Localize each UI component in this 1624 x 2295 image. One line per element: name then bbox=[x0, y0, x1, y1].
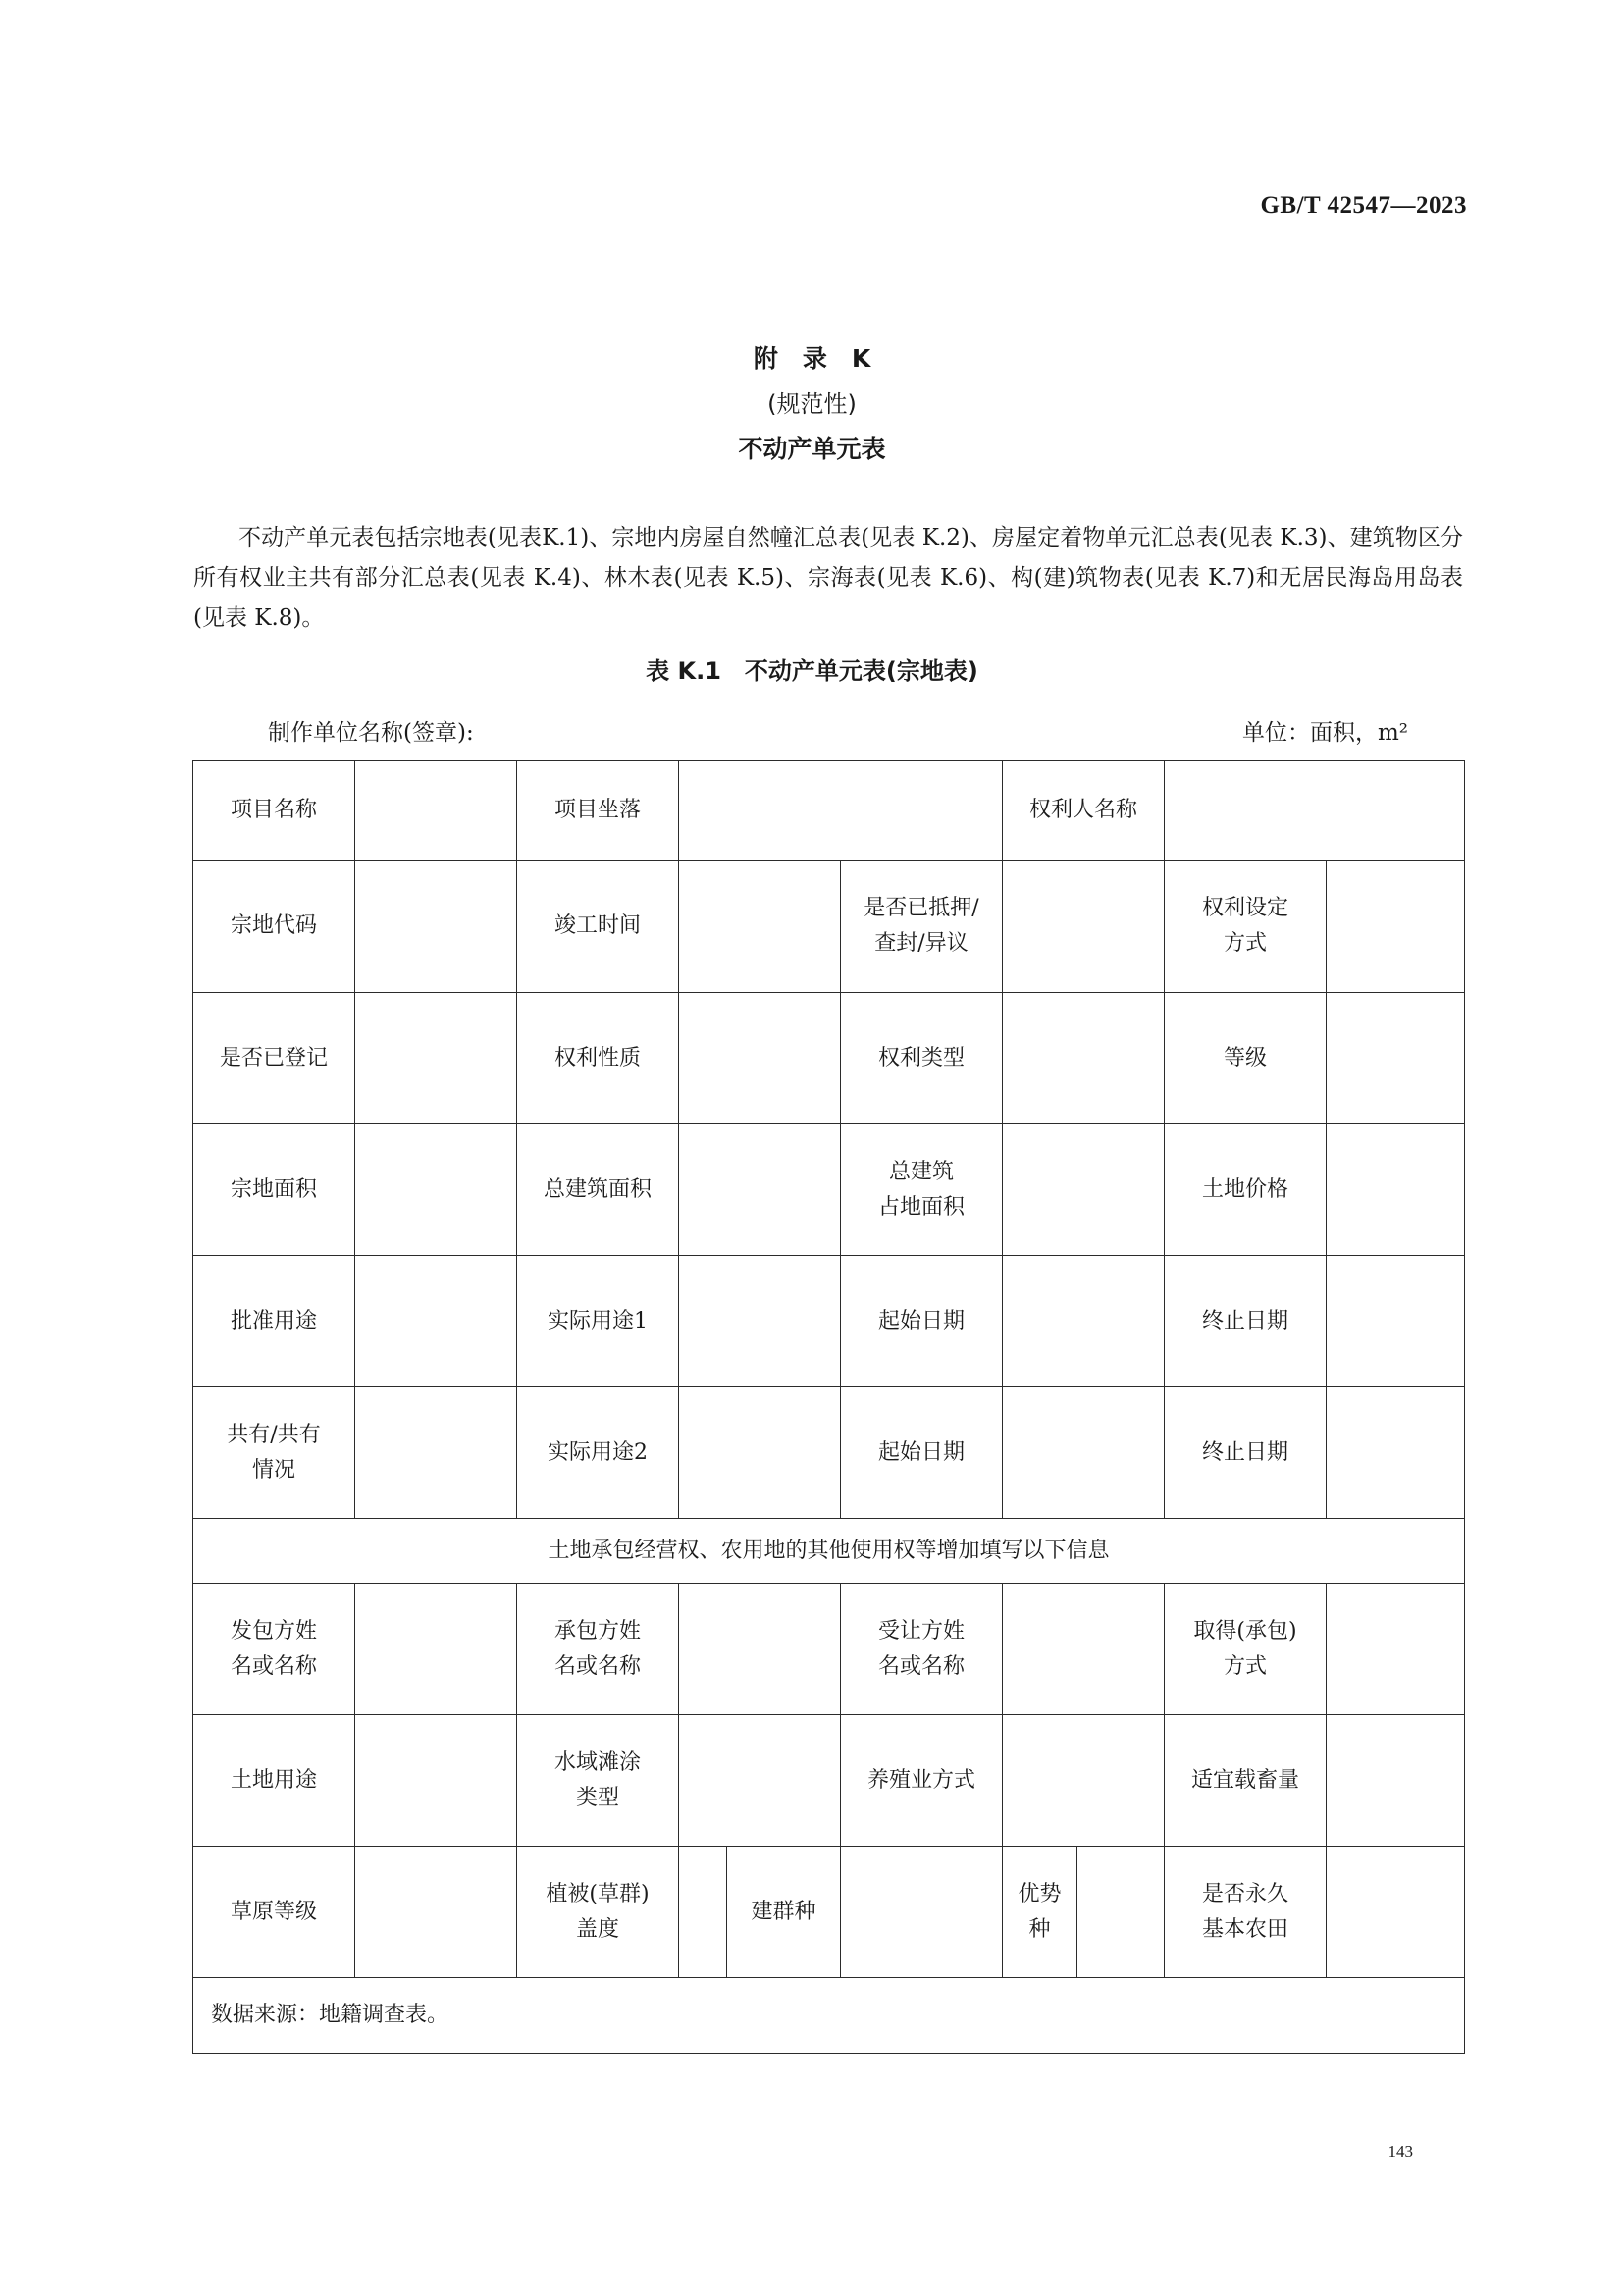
label-cell: 发包方姓 名或名称 bbox=[193, 1584, 355, 1715]
table-row bbox=[193, 1978, 1465, 2054]
parcel-table bbox=[192, 760, 1465, 2054]
label-cell: 是否已登记 bbox=[193, 993, 355, 1124]
table-row bbox=[193, 993, 1465, 1124]
label-cell: 终止日期 bbox=[1165, 1387, 1327, 1519]
producer-label: 制作单位名称(签章): bbox=[268, 720, 474, 746]
value-cell bbox=[1327, 861, 1465, 993]
label-cell: 实际用途2 bbox=[517, 1387, 679, 1519]
value-cell bbox=[355, 993, 517, 1124]
value-cell bbox=[1003, 1584, 1165, 1715]
value-cell bbox=[679, 1847, 727, 1978]
label-cell: 受让方姓 名或名称 bbox=[841, 1584, 1003, 1715]
label-cell: 取得(承包) 方式 bbox=[1165, 1584, 1327, 1715]
label-cell: 水域滩涂 类型 bbox=[517, 1715, 679, 1847]
value-cell bbox=[679, 993, 841, 1124]
appendix-title: 附 录 K bbox=[753, 344, 871, 373]
intro-paragraph: 不动产单元表包括宗地表(见表K.1)、宗地内房屋自然幢汇总表(见表 K.2)、房屋定着物单元汇总表(见表 K.3)、建筑物区分所有权业主共有部分汇总表(见表 K.4)、林木表(见表 K.5)、宗海表(见表 K.6)、构(建)筑物表(见表 K.7)和无居民海岛用岛表(见表 K.8)。 bbox=[193, 525, 1463, 631]
data-source-note: 数据来源：地籍调查表。 bbox=[193, 1978, 1465, 2054]
label-cell: 土地用途 bbox=[193, 1715, 355, 1847]
value-cell bbox=[1165, 761, 1465, 861]
label-cell: 宗地面积 bbox=[193, 1124, 355, 1256]
value-cell bbox=[1003, 1124, 1165, 1256]
table-row bbox=[193, 1256, 1465, 1387]
table-row bbox=[193, 1124, 1465, 1256]
value-cell bbox=[1327, 1256, 1465, 1387]
label-cell: 等级 bbox=[1165, 993, 1327, 1124]
value-cell bbox=[1077, 1847, 1165, 1978]
table-row bbox=[193, 1847, 1465, 1978]
appendix-nature: (规范性) bbox=[767, 391, 857, 418]
table-row bbox=[193, 761, 1465, 861]
label-cell: 实际用途1 bbox=[517, 1256, 679, 1387]
value-cell bbox=[679, 861, 841, 993]
table-row bbox=[193, 1584, 1465, 1715]
value-cell bbox=[1327, 1715, 1465, 1847]
value-cell bbox=[1327, 1847, 1465, 1978]
table-caption: 表 K.1 不动产单元表(宗地表) bbox=[646, 657, 978, 685]
label-cell: 优势 种 bbox=[1003, 1847, 1077, 1978]
appendix-heading: 不动产单元表 bbox=[738, 435, 886, 463]
table-row bbox=[193, 1387, 1465, 1519]
value-cell bbox=[1003, 1387, 1165, 1519]
value-cell bbox=[355, 861, 517, 993]
value-cell bbox=[355, 1715, 517, 1847]
label-cell: 权利人名称 bbox=[1003, 761, 1165, 861]
value-cell bbox=[679, 1584, 841, 1715]
value-cell bbox=[1003, 1256, 1165, 1387]
label-cell: 适宜载畜量 bbox=[1165, 1715, 1327, 1847]
label-cell: 权利性质 bbox=[517, 993, 679, 1124]
unit-label: 单位：面积，m² bbox=[1241, 720, 1408, 746]
value-cell bbox=[679, 1256, 841, 1387]
value-cell bbox=[355, 1124, 517, 1256]
value-cell bbox=[355, 1847, 517, 1978]
section-span-cell: 土地承包经营权、农用地的其他使用权等增加填写以下信息 bbox=[193, 1519, 1465, 1584]
label-cell: 总建筑面积 bbox=[517, 1124, 679, 1256]
value-cell bbox=[355, 1584, 517, 1715]
table-row bbox=[193, 1519, 1465, 1584]
label-cell: 总建筑 占地面积 bbox=[841, 1124, 1003, 1256]
value-cell bbox=[679, 1715, 841, 1847]
label-cell: 权利类型 bbox=[841, 993, 1003, 1124]
label-cell: 承包方姓 名或名称 bbox=[517, 1584, 679, 1715]
label-cell: 终止日期 bbox=[1165, 1256, 1327, 1387]
label-cell: 权利设定 方式 bbox=[1165, 861, 1327, 993]
value-cell bbox=[1003, 993, 1165, 1124]
table-row bbox=[193, 1715, 1465, 1847]
value-cell bbox=[1003, 1715, 1165, 1847]
value-cell bbox=[1327, 993, 1465, 1124]
label-cell: 批准用途 bbox=[193, 1256, 355, 1387]
label-cell: 竣工时间 bbox=[517, 861, 679, 993]
label-cell: 是否永久 基本农田 bbox=[1165, 1847, 1327, 1978]
value-cell bbox=[1327, 1584, 1465, 1715]
label-cell: 项目坐落 bbox=[517, 761, 679, 861]
label-cell: 植被(草群) 盖度 bbox=[517, 1847, 679, 1978]
value-cell bbox=[1327, 1124, 1465, 1256]
value-cell bbox=[679, 1387, 841, 1519]
label-cell: 起始日期 bbox=[841, 1256, 1003, 1387]
value-cell bbox=[679, 761, 1003, 861]
label-cell: 共有/共有 情况 bbox=[193, 1387, 355, 1519]
label-cell: 建群种 bbox=[727, 1847, 841, 1978]
label-cell: 项目名称 bbox=[193, 761, 355, 861]
label-cell: 是否已抵押/ 查封/异议 bbox=[841, 861, 1003, 993]
value-cell bbox=[1327, 1387, 1465, 1519]
value-cell bbox=[1003, 861, 1165, 993]
value-cell bbox=[355, 1387, 517, 1519]
value-cell bbox=[841, 1847, 1003, 1978]
page-number: 143 bbox=[1388, 2142, 1413, 2161]
value-cell bbox=[679, 1124, 841, 1256]
label-cell: 草原等级 bbox=[193, 1847, 355, 1978]
label-cell: 养殖业方式 bbox=[841, 1715, 1003, 1847]
standard-code: GB/T 42547—2023 bbox=[1260, 192, 1467, 219]
label-cell: 土地价格 bbox=[1165, 1124, 1327, 1256]
table-row bbox=[193, 861, 1465, 993]
value-cell bbox=[355, 761, 517, 861]
value-cell bbox=[355, 1256, 517, 1387]
label-cell: 宗地代码 bbox=[193, 861, 355, 993]
label-cell: 起始日期 bbox=[841, 1387, 1003, 1519]
